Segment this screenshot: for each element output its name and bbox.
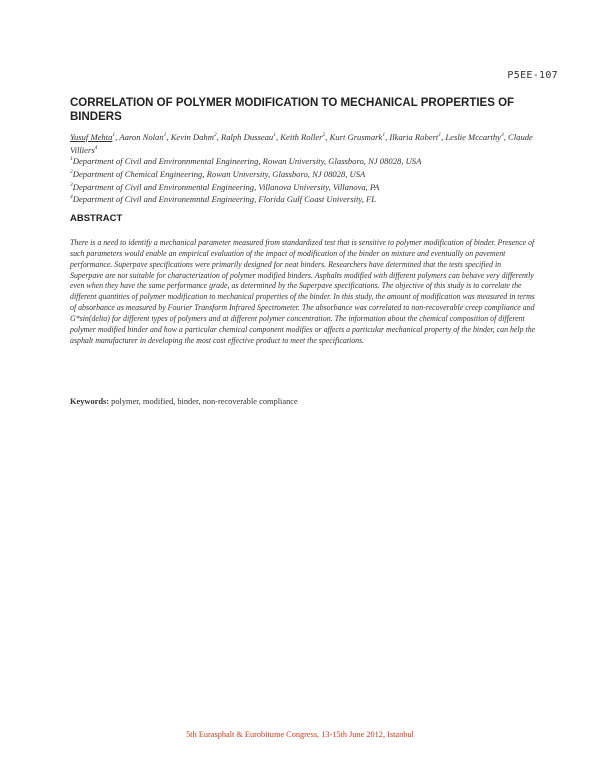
abstract-heading: ABSTRACT [70,213,123,224]
author-list: Yusuf Mehta$^1$, Aaron Nolan$^1$, Kevin Dahm$^2$, Ralph Dusseau$^1$, Keith Roller$^2$, Kurt Grusmark$^1$, Ilkaria Robert$^1$, Leslie Mccarthy$^3$, Claude Villiers$^4$ [70,132,533,155]
affiliation-list [70,155,540,206]
author-name: Leslie Mccarthy [445,132,501,142]
author-name: Claude Villiers [70,132,533,155]
affiliation-text: Department of Civil and Environmental Engineering, Villanova University, Villanova, PA [72,181,380,192]
affiliation-text: Department of Chemical Engineering, Rowan University, Glassboro, NJ 08028, USA [72,168,366,179]
keywords-line [70,397,536,406]
keywords-label: Keywords: [70,397,110,406]
affiliation-mark: 2 [70,168,73,175]
author-affiliation-mark: 2 [213,132,217,138]
paper-code: P5EE-107 [507,70,558,81]
abstract-text: There is a need to identify a mechanical parameter measured from standardized test that is sensitive to polymer modification of binder. Presence of such parameters would enable an empirical evaluation of the impact of modification of the binder on mixture and eventually on pavement performance. Superpave specifications were primarily designed for neat binders. Researchers have determined that the tests specified in Superpave are not suitable for characterization of polymer modified binders. Asphalts modified with different polymers can behave very differently even when they have the same performance grade, as determined by the Superpave specifications. The objective of this study is to correlate the different quantities of polymer modification to mechanical properties of the binder. In this study, the amount of modification was measured in terms of absorbance as measured by Fourier Transform Infrared Spectrometer. The absorbance was correlated to non-recoverable creep compliance and G*sin(delta) for different types of polymers and at different polymer concentration. The information about the chemical composition of different polymer modified binder and how a particular chemical component modifies or affects a particular mechanical property of the binder, can help the asphalt manufacturer in developing the most cost effective product to meet the specifications. [70,238,536,345]
author-affiliation-mark: 1 [382,132,386,138]
keywords-text: polymer, modified, binder, non-recoverable compliance [111,397,298,406]
author-name: Aaron Nolan [119,132,164,142]
affiliation-line [70,168,540,181]
author-affiliation-mark: 1 [273,132,276,138]
author-name: Ilkaria Robert [389,132,439,142]
paper-title: CORRELATION OF POLYMER MODIFICATION TO MECHANICAL PROPERTIES OF BINDERS [70,97,515,123]
author-affiliation-mark: 4 [94,144,98,151]
affiliation-line [70,155,540,168]
author-name: Kurt Grusmark [329,132,383,142]
author-affiliation-mark: 2 [322,132,326,138]
affiliation-text: Department of Civil and Environnmental Engineering, Rowan University, Glassboro, NJ 08028, USA [72,156,422,166]
author-name: Kevin Dahm [170,132,214,142]
author-affiliation-mark: 1 [163,132,167,138]
author-affiliation-mark: 3 [500,132,504,138]
author-affiliation-mark: 1 [438,132,442,138]
author-name: Ralph Dusseau [220,132,274,142]
affiliation-text: Department of Civil and Environemntal Engineering, Florida Gulf Coast University, FL [72,194,377,205]
affiliation-mark: 1 [70,156,73,162]
affiliation-mark: 3 [70,181,73,188]
conference-footer: 5th Eurasphalt & Eurobitume Congress, 13-15th June 2012, Istanbul [186,730,414,739]
affiliation-line [70,181,540,194]
affiliation-mark: 4 [70,194,73,201]
author-name: Keith Roller [280,132,323,142]
author-affiliation-mark: 1 [112,132,116,138]
author-name: Yusuf Mehta [70,132,113,142]
affiliation-line [70,193,540,206]
